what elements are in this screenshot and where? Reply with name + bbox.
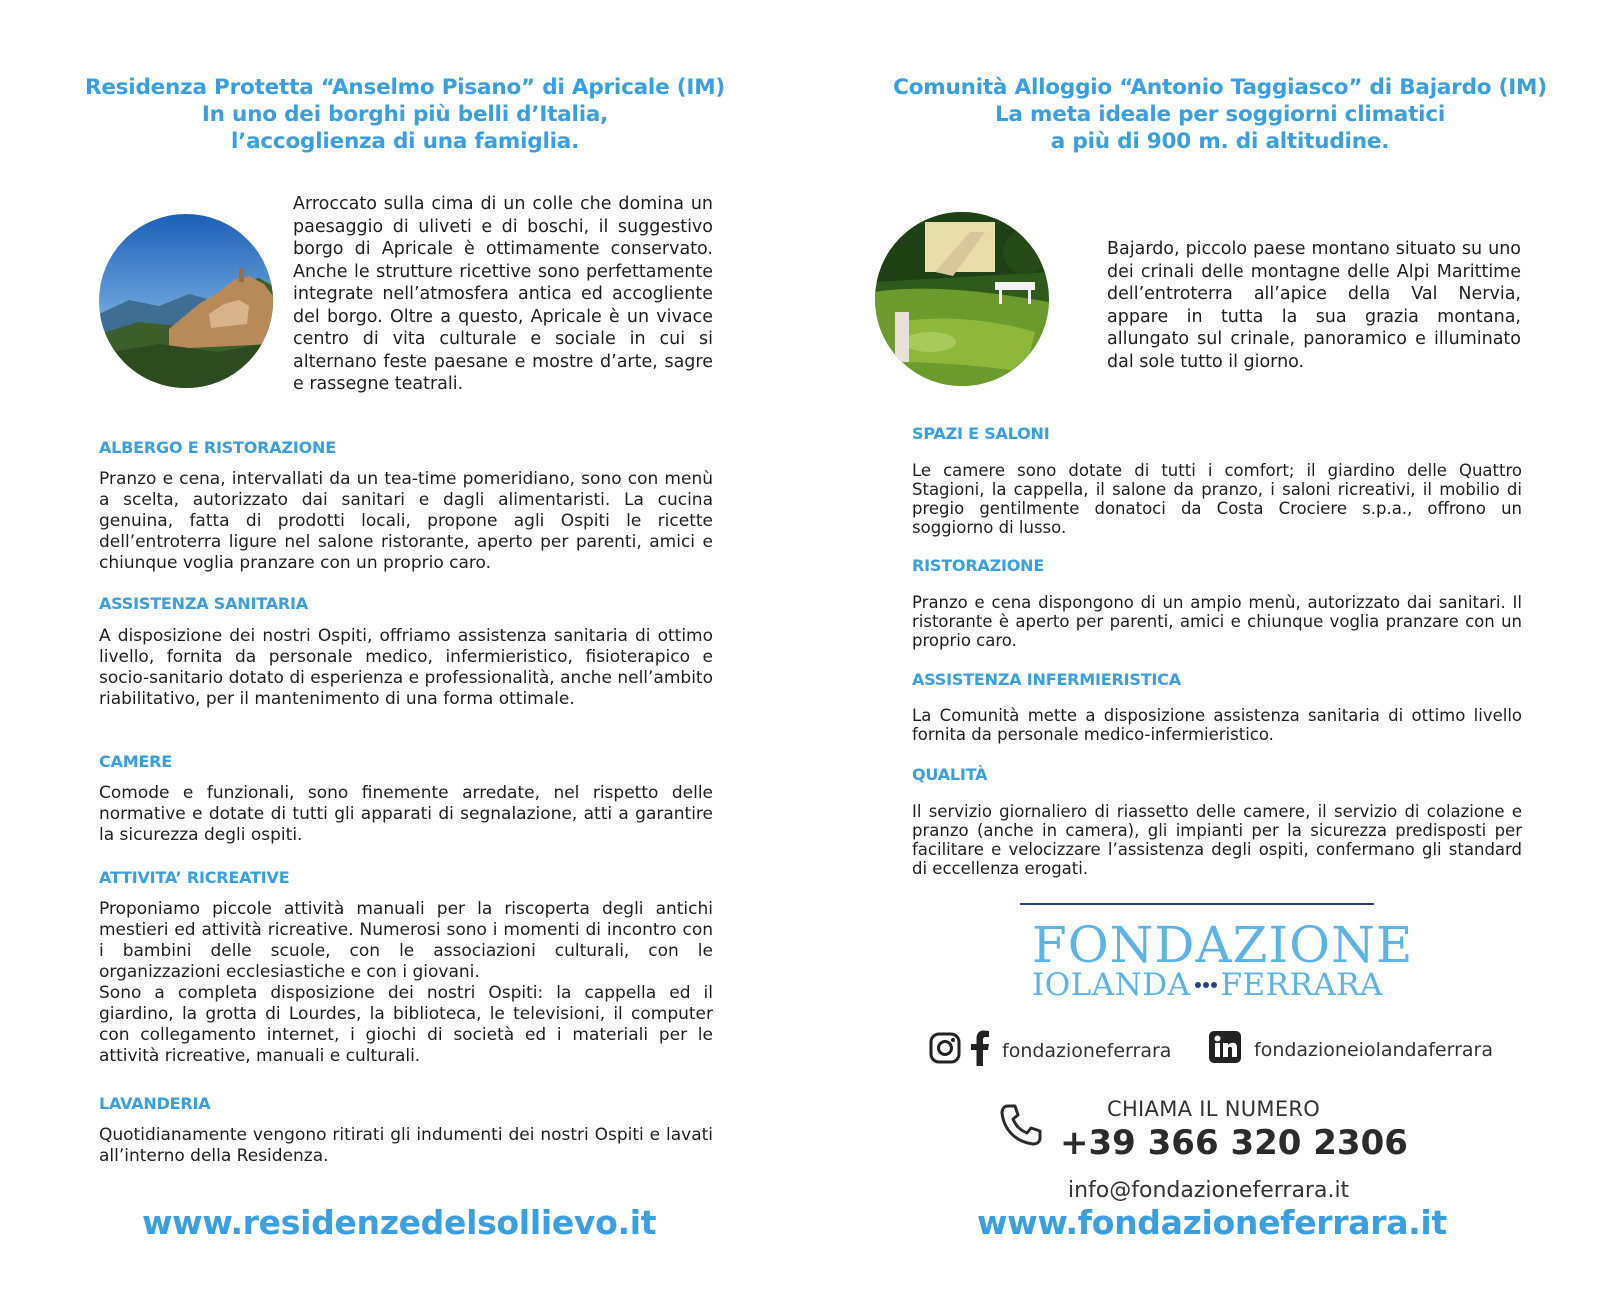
right-title-line-3: a più di 900 m. di altitudine.	[1050, 129, 1390, 154]
logo-dots-icon	[1195, 982, 1217, 988]
phone-number[interactable]: +39 366 320 2306	[1060, 1123, 1408, 1163]
section-text-assistenza-infermieristica: La Comunità mette a disposizione assistenza sanitaria di ottimo livello fornita da personale medico-infermieristico.	[912, 706, 1522, 744]
logo-iolanda-ferrara	[1032, 968, 1383, 1002]
left-title-line-1: Residenza Protetta “Anselmo Pisano” di Apricale (IM)	[84, 75, 726, 100]
section-text-qualita: Il servizio giornaliero di riassetto delle camere, il servizio di colazione e pranzo (anche in camera), gli impianti per la sicurezza predisposti per facilitare e velocizzare l’assistenza degli ospiti, confermano gli standard di eccellenza erogati.	[912, 802, 1522, 878]
section-text-camere: Comode e funzionali, sono finemente arredate, nel rispetto delle normative e dotate di tutti gli apparati di segnalazione, atti a garantire la sicurezza degli ospiti.	[99, 783, 713, 845]
section-text-attivita-p2: Sono a completa disposizione dei nostri Ospiti: la cappella ed il giardino, la grotta di Lourdes, la biblioteca, le televisioni, il computer con collegamento internet, i giochi di società ed i materiali per le attività ricreative, manuali e culturali.	[99, 983, 713, 1066]
right-title-line-2: La meta ideale per soggiorni climatici	[994, 102, 1446, 127]
logo-word-ferrara: FERRARA	[1220, 967, 1383, 1003]
logo-word-iolanda: IOLANDA	[1032, 967, 1191, 1003]
email-address[interactable]: info@fondazioneferrara.it	[1068, 1178, 1350, 1203]
right-title	[885, 74, 1555, 155]
section-heading-albergo: ALBERGO E RISTORAZIONE	[99, 438, 336, 457]
social-facebook-instagram[interactable]	[928, 1030, 1171, 1071]
divider	[1020, 903, 1374, 905]
call-label: CHIAMA IL NUMERO	[1107, 1097, 1321, 1121]
apricale-photo	[99, 214, 273, 388]
left-website-url[interactable]: www.residenzedelsollievo.it	[142, 1203, 657, 1242]
section-heading-spazi: SPAZI E SALONI	[912, 424, 1050, 443]
section-text-ristorazione: Pranzo e cena dispongono di un ampio menù, autorizzato dai sanitari. Il ristorante è aperto per parenti, amici e chiunque voglia pranzare con un proprio caro.	[912, 593, 1522, 650]
right-website-url[interactable]: www.fondazioneferrara.it	[977, 1203, 1447, 1242]
bajardo-photo	[875, 212, 1049, 386]
section-text-lavanderia: Quotidianamente vengono ritirati gli indumenti dei nostri Ospiti e lavati all’interno della Residenza.	[99, 1125, 713, 1166]
phone-icon	[998, 1102, 1044, 1152]
section-heading-ristorazione: RISTORAZIONE	[912, 556, 1045, 575]
logo-fondazione: FONDAZIONE	[1032, 916, 1414, 974]
section-text-albergo: Pranzo e cena, intervallati da un tea-time pomeridiano, sono con menù a scelta, autorizzato dai sanitari e dagli alimentaristi. La cucina genuina, fatta di prodotti locali, propone agli Ospiti le ricette dell’entroterra ligure nel salone ristorante, aperto per parenti, amici e chiunque voglia pranzare con un proprio caro.	[99, 469, 713, 573]
section-text-assistenza-sanitaria: A disposizione dei nostri Ospiti, offriamo assistenza sanitaria di ottimo livello, fornita da personale medico, infermieristico, fisioterapico e socio-sanitario dotato di esperienza e professionalità, anche nell’ambito riabilitativo, per il mantenimento di una forma ottimale.	[99, 626, 713, 709]
instagram-icon[interactable]	[928, 1031, 962, 1070]
section-text-spazi: Le camere sono dotate di tutti i comfort; il giardino delle Quattro Stagioni, la cappella, il salone da pranzo, i saloni ricreativi, il mobilio di pregio gentilmente donatoci da Costa Crociere s.p.a., offrono un soggiorno di lusso.	[912, 461, 1522, 537]
social-handle-facebook[interactable]: fondazioneferrara	[1002, 1039, 1172, 1062]
section-text-attivita-p1: Proponiamo piccole attività manuali per la riscoperta degli antichi mestieri ed attività ricreative. Numerosi sono i momenti di incontro con i bambini delle scuole, con le associazioni culturali, con le organizzazioni ecclesiastiche e con i giovani.	[99, 899, 713, 982]
section-heading-assistenza-sanitaria: ASSISTENZA SANITARIA	[99, 594, 308, 613]
linkedin-icon[interactable]	[1208, 1030, 1242, 1069]
section-text-attivita	[99, 899, 713, 1067]
section-heading-lavanderia: LAVANDERIA	[99, 1094, 211, 1113]
social-handle-linkedin[interactable]: fondazioneiolandaferrara	[1254, 1038, 1494, 1061]
left-title-line-3: l’accoglienza di una famiglia.	[230, 129, 580, 154]
section-heading-attivita: ATTIVITA’ RICREATIVE	[99, 868, 290, 887]
left-title-line-2: In uno dei borghi più belli d’Italia,	[201, 102, 609, 127]
section-heading-assistenza-infermieristica: ASSISTENZA INFERMIERISTICA	[912, 670, 1181, 689]
facebook-icon[interactable]	[970, 1030, 990, 1071]
section-heading-camere: CAMERE	[99, 752, 173, 771]
left-title	[70, 74, 740, 155]
left-intro: Arroccato sulla cima di un colle che domina un paesaggio di uliveti e di boschi, il suggestivo borgo di Apricale è ottimamente conservato. Anche le strutture ricettive sono perfettamente integrate nell’atmosfera antica ed accogliente del borgo. Oltre a questo, Apricale è un vivace centro di vita culturale e sociale in cui si alternano feste paesane e mostre d’arte, sagre e rassegne teatrali.	[293, 194, 713, 394]
social-linkedin[interactable]	[1208, 1030, 1493, 1069]
right-intro: Bajardo, piccolo paese montano situato su uno dei crinali delle montagne delle Alpi Marittime dell’entroterra all’apice della Val Nervia, appare in tutta la sua grazia montana, allungato sul crinale, panoramico e illuminato dal sole tutto il giorno.	[1107, 239, 1521, 372]
section-heading-qualita: QUALITÀ	[912, 765, 988, 784]
right-title-line-1: Comunità Alloggio “Antonio Taggiasco” di Bajardo (IM)	[893, 75, 1547, 100]
